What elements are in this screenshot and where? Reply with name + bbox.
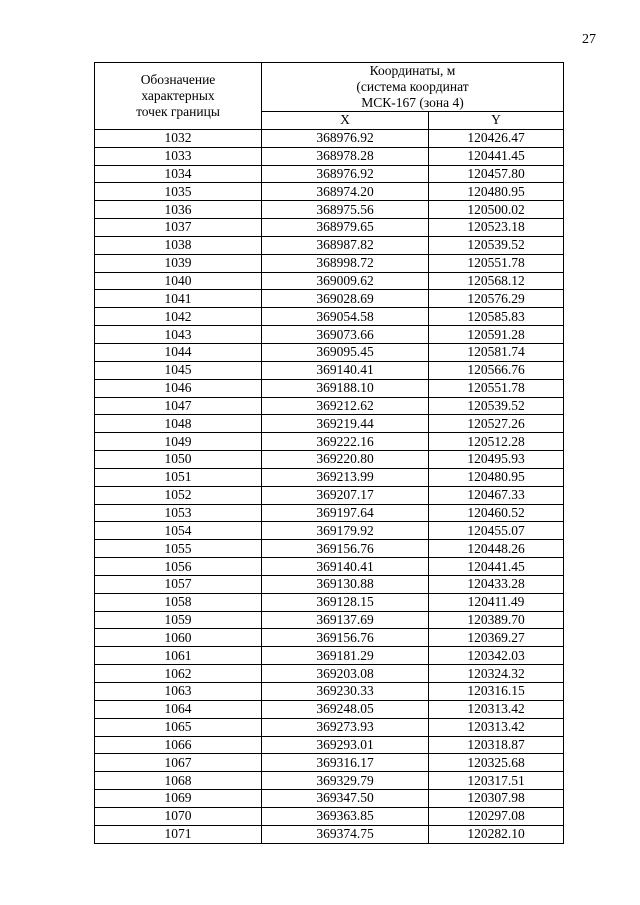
x-coordinate-cell: 368987.82 [262, 236, 429, 254]
header-point-designation [95, 63, 262, 130]
x-coordinate-cell: 369140.41 [262, 558, 429, 576]
table-body [95, 129, 564, 843]
table-row [95, 361, 564, 379]
x-coordinate-cell: 369329.79 [262, 772, 429, 790]
table-row [95, 272, 564, 290]
table-row [95, 665, 564, 683]
table-row [95, 308, 564, 326]
y-coordinate-cell: 120523.18 [429, 219, 564, 237]
y-coordinate-cell: 120480.95 [429, 468, 564, 486]
point-id-cell: 1069 [95, 790, 262, 808]
point-id-cell: 1067 [95, 754, 262, 772]
y-coordinate-cell: 120325.68 [429, 754, 564, 772]
point-id-cell: 1052 [95, 486, 262, 504]
y-coordinate-cell: 120539.52 [429, 236, 564, 254]
page-number: 27 [582, 32, 596, 47]
y-coordinate-cell: 120313.42 [429, 718, 564, 736]
point-id-cell: 1045 [95, 361, 262, 379]
table-row [95, 790, 564, 808]
y-coordinate-cell: 120480.95 [429, 183, 564, 201]
y-coordinate-cell: 120455.07 [429, 522, 564, 540]
point-id-cell: 1068 [95, 772, 262, 790]
x-coordinate-cell: 369009.62 [262, 272, 429, 290]
point-id-cell: 1061 [95, 647, 262, 665]
table-row [95, 647, 564, 665]
point-id-cell: 1041 [95, 290, 262, 308]
coordinates-table [94, 62, 564, 844]
y-coordinate-cell: 120495.93 [429, 451, 564, 469]
x-coordinate-cell: 369188.10 [262, 379, 429, 397]
x-coordinate-cell: 368998.72 [262, 254, 429, 272]
y-coordinate-cell: 120568.12 [429, 272, 564, 290]
y-coordinate-cell: 120460.52 [429, 504, 564, 522]
x-coordinate-cell: 369156.76 [262, 629, 429, 647]
table-row [95, 343, 564, 361]
x-coordinate-cell: 368979.65 [262, 219, 429, 237]
header-point-line: точек границы [136, 103, 220, 119]
table-row [95, 825, 564, 843]
point-id-cell: 1070 [95, 807, 262, 825]
table-row [95, 558, 564, 576]
table-row [95, 129, 564, 147]
x-coordinate-cell: 369130.88 [262, 575, 429, 593]
table-row [95, 683, 564, 701]
x-coordinate-cell: 369220.80 [262, 451, 429, 469]
y-coordinate-cell: 120512.28 [429, 433, 564, 451]
point-id-cell: 1049 [95, 433, 262, 451]
table-row [95, 415, 564, 433]
header-point-line: характерных [141, 87, 215, 103]
point-id-cell: 1062 [95, 665, 262, 683]
table-row [95, 754, 564, 772]
point-id-cell: 1058 [95, 593, 262, 611]
point-id-cell: 1066 [95, 736, 262, 754]
table-row [95, 468, 564, 486]
y-coordinate-cell: 120318.87 [429, 736, 564, 754]
x-coordinate-cell: 369128.15 [262, 593, 429, 611]
point-id-cell: 1039 [95, 254, 262, 272]
table-row [95, 183, 564, 201]
y-coordinate-cell: 120433.28 [429, 575, 564, 593]
table-row [95, 486, 564, 504]
header-point-line: Обозначение [140, 71, 216, 87]
table-row [95, 165, 564, 183]
y-coordinate-cell: 120411.49 [429, 593, 564, 611]
point-id-cell: 1055 [95, 540, 262, 558]
header-x: X [262, 112, 429, 130]
header-coords-line: Координаты, м [369, 63, 456, 78]
x-coordinate-cell: 368974.20 [262, 183, 429, 201]
table-row [95, 575, 564, 593]
point-id-cell: 1044 [95, 343, 262, 361]
header-y: Y [429, 112, 564, 130]
point-id-cell: 1057 [95, 575, 262, 593]
table-row [95, 611, 564, 629]
x-coordinate-cell: 369207.17 [262, 486, 429, 504]
x-coordinate-cell: 369273.93 [262, 718, 429, 736]
table-row [95, 718, 564, 736]
table-row [95, 147, 564, 165]
point-id-cell: 1063 [95, 683, 262, 701]
y-coordinate-cell: 120317.51 [429, 772, 564, 790]
y-coordinate-cell: 120316.15 [429, 683, 564, 701]
y-coordinate-cell: 120324.32 [429, 665, 564, 683]
table-row [95, 593, 564, 611]
point-id-cell: 1037 [95, 219, 262, 237]
x-coordinate-cell: 369222.16 [262, 433, 429, 451]
table-row [95, 379, 564, 397]
x-coordinate-cell: 369219.44 [262, 415, 429, 433]
y-coordinate-cell: 120467.33 [429, 486, 564, 504]
table-row [95, 629, 564, 647]
table-row [95, 236, 564, 254]
point-id-cell: 1050 [95, 451, 262, 469]
point-id-cell: 1043 [95, 326, 262, 344]
x-coordinate-cell: 368976.92 [262, 129, 429, 147]
point-id-cell: 1064 [95, 700, 262, 718]
point-id-cell: 1042 [95, 308, 262, 326]
y-coordinate-cell: 120527.26 [429, 415, 564, 433]
table-row [95, 736, 564, 754]
point-id-cell: 1056 [95, 558, 262, 576]
point-id-cell: 1051 [95, 468, 262, 486]
y-coordinate-cell: 120566.76 [429, 361, 564, 379]
x-coordinate-cell: 369374.75 [262, 825, 429, 843]
x-coordinate-cell: 369181.29 [262, 647, 429, 665]
table-row [95, 254, 564, 272]
y-coordinate-cell: 120585.83 [429, 308, 564, 326]
point-id-cell: 1048 [95, 415, 262, 433]
point-id-cell: 1036 [95, 201, 262, 219]
y-coordinate-cell: 120282.10 [429, 825, 564, 843]
y-coordinate-cell: 120448.26 [429, 540, 564, 558]
x-coordinate-cell: 369212.62 [262, 397, 429, 415]
point-id-cell: 1054 [95, 522, 262, 540]
y-coordinate-cell: 120369.27 [429, 629, 564, 647]
x-coordinate-cell: 368978.28 [262, 147, 429, 165]
y-coordinate-cell: 120539.52 [429, 397, 564, 415]
x-coordinate-cell: 369028.69 [262, 290, 429, 308]
y-coordinate-cell: 120500.02 [429, 201, 564, 219]
table-row [95, 433, 564, 451]
x-coordinate-cell: 369316.17 [262, 754, 429, 772]
table-row [95, 700, 564, 718]
point-id-cell: 1071 [95, 825, 262, 843]
y-coordinate-cell: 120457.80 [429, 165, 564, 183]
table-row [95, 772, 564, 790]
table-row [95, 201, 564, 219]
point-id-cell: 1065 [95, 718, 262, 736]
x-coordinate-cell: 369140.41 [262, 361, 429, 379]
x-coordinate-cell: 369347.50 [262, 790, 429, 808]
table-row [95, 397, 564, 415]
y-coordinate-cell: 120297.08 [429, 807, 564, 825]
y-coordinate-cell: 120551.78 [429, 379, 564, 397]
point-id-cell: 1060 [95, 629, 262, 647]
x-coordinate-cell: 369363.85 [262, 807, 429, 825]
table-row [95, 504, 564, 522]
table-row [95, 807, 564, 825]
point-id-cell: 1033 [95, 147, 262, 165]
x-coordinate-cell: 369179.92 [262, 522, 429, 540]
y-coordinate-cell: 120426.47 [429, 129, 564, 147]
y-coordinate-cell: 120313.42 [429, 700, 564, 718]
x-coordinate-cell: 369095.45 [262, 343, 429, 361]
y-coordinate-cell: 120591.28 [429, 326, 564, 344]
point-id-cell: 1034 [95, 165, 262, 183]
x-coordinate-cell: 369203.08 [262, 665, 429, 683]
table-row [95, 290, 564, 308]
point-id-cell: 1035 [95, 183, 262, 201]
point-id-cell: 1053 [95, 504, 262, 522]
x-coordinate-cell: 369197.64 [262, 504, 429, 522]
x-coordinate-cell: 369073.66 [262, 326, 429, 344]
point-id-cell: 1059 [95, 611, 262, 629]
point-id-cell: 1040 [95, 272, 262, 290]
point-id-cell: 1046 [95, 379, 262, 397]
table-row [95, 540, 564, 558]
x-coordinate-cell: 369213.99 [262, 468, 429, 486]
point-id-cell: 1047 [95, 397, 262, 415]
point-id-cell: 1038 [95, 236, 262, 254]
header-coordinates [262, 63, 564, 112]
y-coordinate-cell: 120581.74 [429, 343, 564, 361]
y-coordinate-cell: 120441.45 [429, 147, 564, 165]
y-coordinate-cell: 120551.78 [429, 254, 564, 272]
x-coordinate-cell: 368976.92 [262, 165, 429, 183]
table-row [95, 451, 564, 469]
x-coordinate-cell: 369054.58 [262, 308, 429, 326]
y-coordinate-cell: 120342.03 [429, 647, 564, 665]
y-coordinate-cell: 120576.29 [429, 290, 564, 308]
x-coordinate-cell: 369137.69 [262, 611, 429, 629]
y-coordinate-cell: 120389.70 [429, 611, 564, 629]
table-header-row [95, 63, 564, 112]
x-coordinate-cell: 368975.56 [262, 201, 429, 219]
header-coords-line: МСК-167 (зона 4) [361, 95, 464, 110]
table-row [95, 522, 564, 540]
x-coordinate-cell: 369156.76 [262, 540, 429, 558]
x-coordinate-cell: 369293.01 [262, 736, 429, 754]
point-id-cell: 1032 [95, 129, 262, 147]
table-row [95, 219, 564, 237]
header-coords-line: (система координат [356, 79, 469, 94]
y-coordinate-cell: 120307.98 [429, 790, 564, 808]
table-row [95, 326, 564, 344]
x-coordinate-cell: 369230.33 [262, 683, 429, 701]
y-coordinate-cell: 120441.45 [429, 558, 564, 576]
x-coordinate-cell: 369248.05 [262, 700, 429, 718]
